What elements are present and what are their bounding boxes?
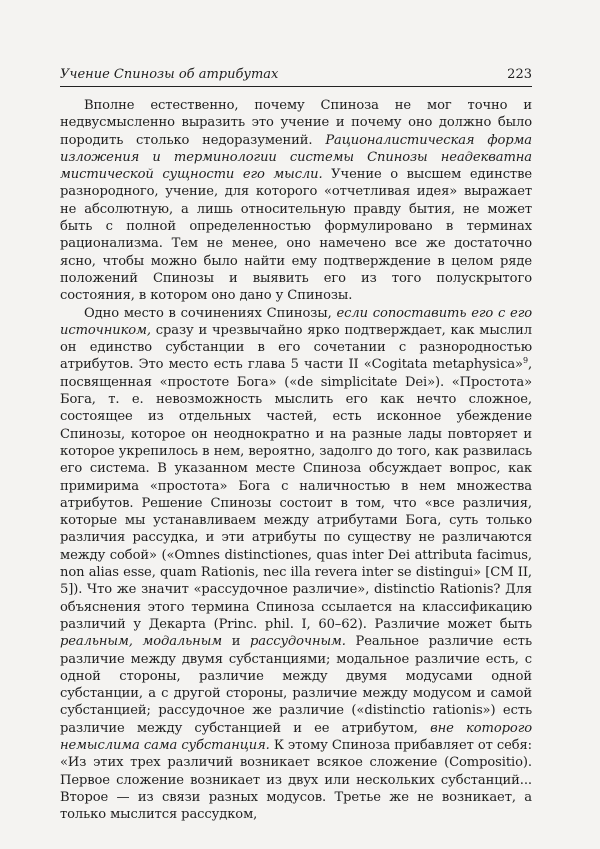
text-run: и: [222, 634, 250, 650]
italic-emphasis: если сопоставить его с его источником,: [60, 305, 533, 338]
text-run: сразу и чрезвычайно ярко подтверждает, как мыслил он единство субстанции в его сочетании с разнородностью атрибутов. Это место есть глава 5 части II «Cogitata metaphysica»: [60, 322, 532, 373]
text-run: Реальное различие есть различие между двумя субстанциями; модальное различие есть, с одной стороны, различие между двумя модусами одной субстанции, а с другой стороны, различие между модусом и самой субстанцией; рассудочное же различие («distinctio rationis») есть различие между субстанцией и ее атрибутом,: [60, 634, 532, 736]
text-run: , посвященная «простоте Бога» («de simplicitate Dei»). «Простота» Бога, т. е. невозможность мыслить его как нечто сложное, состоящее из отдельных частей, есть исконное убеждение Спинозы, которое он неоднократно и на разные лады повторяет и которое укрепилось в нем, вероятно, задолго до того, как развилась его система. В указанном месте Спиноза обсуждает вопрос, как примирима «простота» Бога с наличностью в нем множества атрибутов. Решение Спинозы состоит в том, что «все различия, которые мы устанавливаем между атрибутами Бога, суть только различия рассудка, и эти атрибуты по существу не различаются между собой» («Omnes distinctiones, quas inter Dei attributa facimus, non alias esse, quam Rationis, nec illa revera inter se distingui» [CM II, 5]). Что же значит «рассудочное различие», distinctio Rationis? Для объяснения этого термина Спиноза ссылается на классификацию различий у Декарта (Princ. phil. I, 60–62). Различие может быть: [60, 357, 532, 632]
header-rule: [60, 86, 532, 87]
body-text: [60, 97, 532, 823]
footnote-ref: 9: [522, 356, 528, 366]
running-header: [60, 62, 532, 82]
italic-emphasis: вне которого немыслима сама субстанция.: [60, 720, 532, 753]
page-number: 223: [507, 67, 532, 82]
paragraph-2: [60, 305, 532, 824]
paragraph-1: [60, 97, 532, 305]
text-run: К этому Спиноза прибавляет от себя: «Из этих трех различий возникает всякое сложение (Compositio). Первое сложение возникает из двух или нескольких субстанций... Второе — из связи разных модусов. Третье же не возникает, а только мыслится рассудком,: [60, 737, 532, 823]
text-run: Учение о высшем единстве разнородного, учение, для которого «отчетливая идея» выражает не абсолютную, а лишь относительную правду бытия, не может быть с полной определенностью формулировано в терминах рационализма. Тем не менее, оно намечено все же достаточно ясно, чтобы можно было найти ему подтверждение в целом ряде положений Спинозы и выявить его из того полускрытого состояния, в котором оно дано у Спинозы.: [60, 167, 532, 304]
italic-emphasis: Рационалистическая форма изложения и терминологии системы Спинозы неадекватна мистической сущности его мысли.: [60, 132, 533, 183]
italic-emphasis: рассудочным.: [249, 634, 346, 650]
running-title: Учение Спинозы об атрибутах: [60, 67, 279, 82]
italic-emphasis: реальным, модальным: [60, 634, 223, 650]
text-run: Одно место в сочинениях Спинозы,: [84, 305, 337, 321]
text-run: Вполне естественно, почему Спиноза не мог точно и недвусмысленно выразить это учение и почему оно должно было породить столько недоразумений.: [60, 98, 532, 148]
